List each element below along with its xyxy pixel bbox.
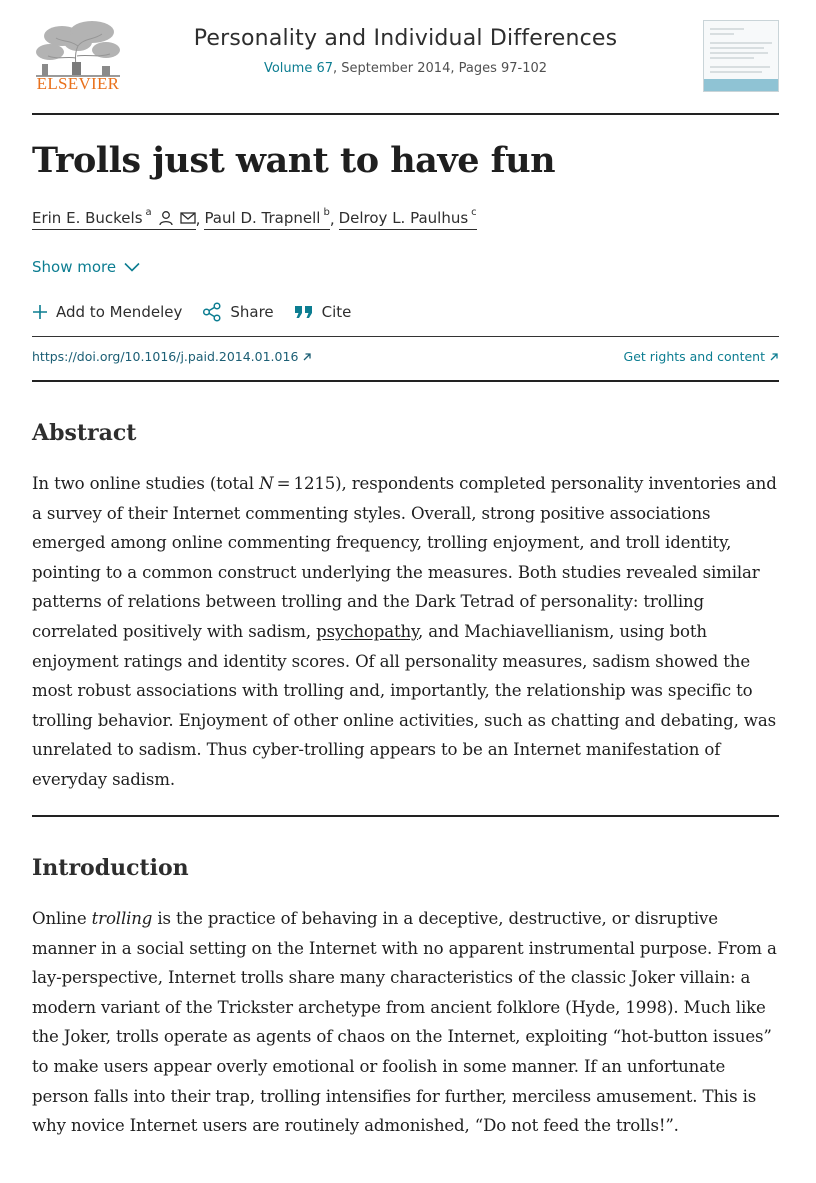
publisher-wordmark: ELSEVIER (36, 74, 120, 93)
cite-button[interactable] (294, 303, 352, 321)
abstract-text: = 1215), respondents completed personality inventories and a survey of their Internet commenting styles. Overall, strong positive associations emerged among online commenting frequency, trolling enjoyment, and troll identity, pointing to a common construct underlying the measures. Both studies revealed similar patterns of relations between trolling and the Dark Tetrad of personality: trolling correlated positively with sadism, (32, 474, 777, 641)
external-link-icon (769, 352, 779, 362)
author-list (32, 206, 477, 230)
author-link[interactable] (204, 206, 330, 230)
get-rights-text: Get rights and content (623, 349, 765, 364)
links-divider (32, 380, 779, 382)
journal-cover-thumbnail[interactable] (703, 20, 779, 92)
envelope-icon (180, 210, 196, 226)
journal-header (32, 18, 779, 96)
journal-info (142, 26, 669, 76)
share-label: Share (230, 303, 274, 321)
quote-icon (294, 304, 314, 320)
author-affiliation-sup: b (323, 206, 330, 218)
cover-image (704, 21, 778, 91)
external-link-icon (302, 352, 312, 362)
intro-text: is the practice of behaving in a deceptive, destructive, or disruptive manner in a social setting on the Internet with no apparent instrumental purpose. From a lay-perspective, Internet trolls share many characteristics of the classic Joker villain: a modern variant of the Trickster archetype from ancient folklore ( (32, 909, 777, 1017)
n-symbol: N (259, 474, 274, 493)
author-name: Erin E. Buckels (32, 209, 143, 227)
journal-issue-meta (142, 61, 669, 76)
abstract-heading: Abstract (32, 420, 137, 446)
share-icon (202, 302, 222, 322)
get-rights-link[interactable] (624, 349, 779, 364)
volume-link[interactable]: Volume 67 (263, 61, 333, 76)
header-divider (32, 113, 779, 115)
issue-pages: , September 2014, Pages 97-102 (333, 61, 548, 76)
elsevier-logo[interactable] (32, 18, 124, 94)
author-separator: , (329, 210, 335, 228)
introduction-paragraph (32, 904, 784, 1141)
intro-text: ). Much like the Joker, trolls operate as agents of chaos on the Internet, exploiting “hot-button issues” to make users appear overly emotional or foolish in some manner. If an unfortunate person falls into their trap, trolling intensifies for further, merciless amusement. This is why novice Internet users are routinely admonished, “Do not feed the trolls!”. (32, 997, 772, 1136)
show-more-button[interactable] (32, 258, 140, 276)
author-name: Paul D. Trapnell (204, 209, 321, 227)
intro-text: Online (32, 909, 92, 928)
intro-term: trolling (91, 909, 153, 928)
citation-link[interactable]: Hyde, 1998 (571, 997, 668, 1017)
add-to-mendeley-label: Add to Mendeley (56, 303, 183, 321)
plus-icon (32, 304, 48, 320)
author-name: Delroy L. Paulhus (338, 209, 469, 227)
doi-text: https://doi.org/10.1016/j.paid.2014.01.016 (32, 349, 299, 364)
doi-link[interactable] (32, 349, 312, 364)
article-title: Trolls just want to have fun (32, 140, 556, 181)
cite-label: Cite (321, 303, 352, 321)
author-affiliation-sup: c (471, 206, 477, 218)
abstract-divider (32, 815, 779, 817)
abstract-text: , and Machiavellianism, using both enjoyment ratings and identity scores. Of all personality measures, sadism showed the most robust associations with trolling and, importantly, the relationship was specific to trolling behavior. Enjoyment of other online activities, such as chatting and debating, was unrelated to sadism. Thus cyber-trolling appears to be an Internet manifestation of everyday sadism. (32, 621, 776, 789)
abstract-paragraph (32, 469, 784, 795)
article-toolbar (32, 302, 371, 322)
author-separator: , (195, 210, 201, 228)
author-affiliation-sup: a (145, 206, 152, 218)
introduction-heading: Introduction (32, 855, 189, 881)
abstract-text: In two online studies (total (32, 474, 260, 493)
add-to-mendeley-button[interactable] (32, 303, 182, 321)
journal-title[interactable]: Personality and Individual Differences (193, 26, 618, 51)
toolbar-divider (32, 336, 779, 337)
author-link[interactable] (32, 206, 196, 230)
show-more-label: Show more (32, 258, 117, 276)
chevron-down-icon (124, 262, 140, 272)
share-button[interactable] (202, 302, 273, 322)
psychopathy-topic-link[interactable]: psychopathy (316, 621, 419, 641)
author-link[interactable] (338, 206, 477, 230)
person-icon (158, 210, 174, 226)
